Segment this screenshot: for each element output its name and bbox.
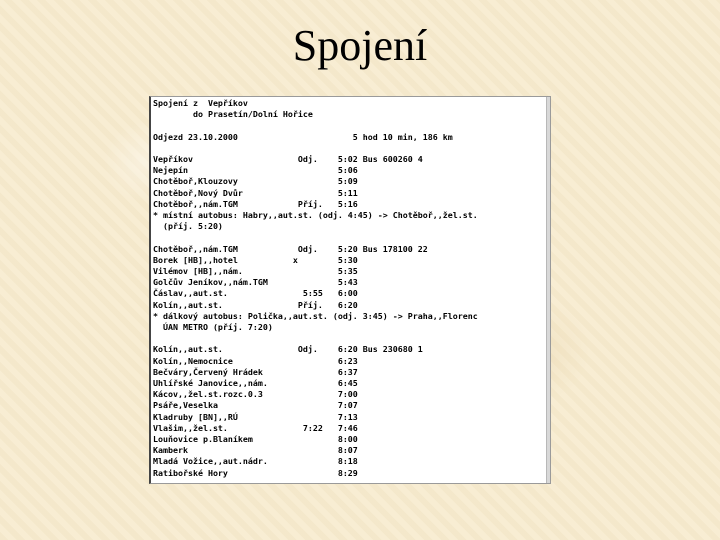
result-line: Mladá Vožice,,aut.nádr. 8:18: [153, 456, 358, 467]
result-line: Bečváry,Červený Hrádek 6:37: [153, 366, 358, 377]
result-line: Kamberk 8:07: [153, 445, 358, 456]
scrollbar[interactable]: [546, 97, 550, 483]
result-line: Uhlířské Janovice,,nám. 6:45: [153, 378, 358, 388]
result-line: Kolín,,aut.st. Příj. 6:20: [153, 299, 358, 310]
slide-title: Spojení: [292, 21, 428, 70]
result-line: Louňovice p.Blaníkem 8:00: [153, 434, 358, 444]
result-line: ÚAN METRO (příj. 7:20): [153, 322, 273, 332]
result-line: Spojení z Vepříkov: [153, 98, 248, 108]
result-line: Kácov,,žel.st.rozc.0.3 7:00: [153, 389, 358, 400]
result-line: Nejepín 5:06: [153, 165, 358, 176]
connection-results-window: [149, 96, 551, 484]
result-line: Chotěboř,Nový Dvůr 5:11: [153, 187, 358, 198]
result-line: Odjezd 23.10.2000 5 hod 10 min, 186 km: [153, 131, 453, 142]
result-line: Vlašim,,žel.st. 7:22 7:46: [153, 422, 358, 433]
result-line: Golčův Jeníkov,,nám.TGM 5:43: [153, 277, 358, 288]
result-line: Kolín,,Nemocnice 6:23: [153, 355, 358, 366]
result-line: (příj. 5:20): [153, 221, 223, 232]
connection-results-text: [153, 97, 545, 484]
result-line: Vepříkov Odj. 5:02 Bus 600260 4: [153, 154, 423, 164]
result-line: Chotěboř,,nám.TGM Odj. 5:20 Bus 178100 22: [153, 243, 428, 254]
result-line: Psáře,Veselka 7:07: [153, 400, 358, 411]
result-line: * místní autobus: Habry,,aut.st. (odj. 4:45) -> Chotěboř,,žel.st.: [153, 210, 478, 220]
result-line: Kolín,,aut.st. Odj. 6:20 Bus 230680 1: [153, 344, 423, 355]
result-line: Chotěboř,Klouzovy 5:09: [153, 176, 358, 187]
result-line: Chotěboř,,nám.TGM Příj. 5:16: [153, 198, 358, 209]
result-line: Kladruby [BN],,RÚ 7:13: [153, 411, 358, 422]
result-line: Ratibořské Hory 8:29: [153, 467, 358, 478]
result-line: * dálkový autobus: Polička,,aut.st. (odj. 3:45) -> Praha,,Florenc: [153, 310, 478, 321]
result-line: do Prasetín/Dolní Hořice: [153, 109, 313, 120]
result-line: Vilémov [HB],,nám. 5:35: [153, 266, 358, 276]
result-line: Borek [HB],,hotel x 5:30: [153, 254, 358, 265]
result-line: Čáslav,,aut.st. 5:55 6:00: [153, 288, 358, 299]
